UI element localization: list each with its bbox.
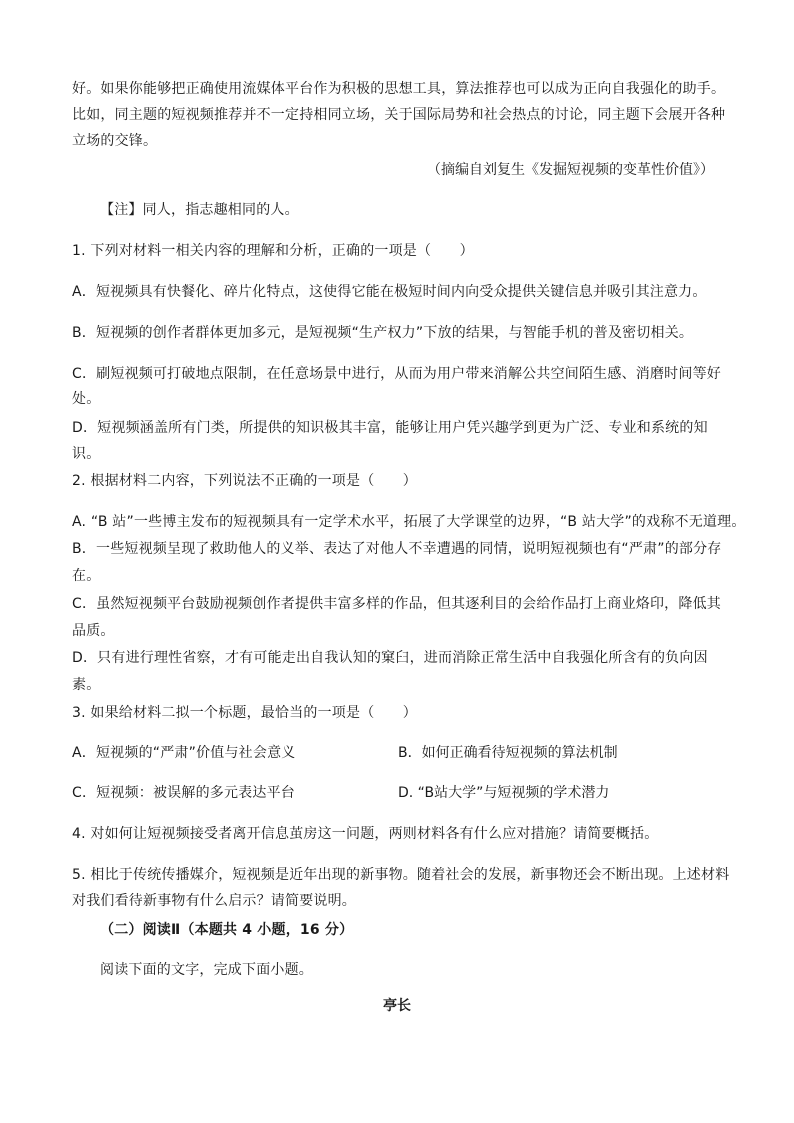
- section-heading: （二）阅读Ⅱ（本题共 4 小题，16 分）: [100, 922, 354, 938]
- section-instruction: 阅读下面的文字，完成下面小题。: [100, 962, 313, 978]
- q3-stem: 3. 如果给材料二拟一个标题，最恰当的一项是（ ）: [72, 705, 418, 721]
- passage-line-2: 比如，同主题的短视频推荐并不一定持相同立场，关于国际局势和社会热点的讨论，同主题下会展开各种: [72, 107, 726, 123]
- story-title: 亭长: [383, 998, 411, 1014]
- q3-option-a: A．短视频的“严肃”价值与社会意义: [72, 745, 296, 761]
- q2-option-c-cont: 品质。: [72, 623, 115, 639]
- q1-option-c-cont: 处。: [72, 391, 101, 407]
- q1-option-d-cont: 识。: [72, 446, 101, 462]
- q2-option-a: A. “B 站”一些博主发布的短视频具有一定学术水平，拓展了大学课堂的边界，“B 站大学”的戏称不无道理。: [72, 514, 746, 530]
- q4-stem: 4. 对如何让短视频接受者离开信息茧房这一问题，两则材料各有什么应对措施？请简要概括。: [72, 826, 659, 842]
- passage-source: （摘编自刘复生《发掘短视频的变革性价值》）: [427, 162, 714, 178]
- q1-option-b: B．短视频的创作者群体更加多元，是短视频“生产权力”下放的结果，与智能手机的普及密切相关。: [72, 325, 694, 341]
- footnote: 【注】同人，指志趣相同的人。: [100, 202, 299, 218]
- q2-option-b-cont: 在。: [72, 568, 101, 584]
- q2-option-d-cont: 素。: [72, 677, 101, 693]
- q2-option-c: C．虽然短视频平台鼓励视频创作者提供丰富多样的作品，但其逐利目的会给作品打上商业烙印，降低其: [72, 596, 721, 612]
- q5-stem: 5. 相比于传统传播媒介，短视频是近年出现的新事物。随着社会的发展，新事物还会不断出现。上述材料: [72, 867, 730, 883]
- q1-stem: 1. 下列对材料一相关内容的理解和分析，正确的一项是（ ）: [72, 243, 474, 259]
- q2-option-b: B．一些短视频呈现了救助他人的义举、表达了对他人不幸遭遇的同情，说明短视频也有“严肃”的部分存: [72, 541, 722, 557]
- q1-option-a: A．短视频具有快餐化、碎片化特点，这使得它能在极短时间内向受众提供关键信息并吸引其注意力。: [72, 284, 707, 300]
- q5-stem-cont: 对我们看待新事物有什么启示？请简要说明。: [72, 893, 356, 909]
- q3-option-d: D. “B站大学”与短视频的学术潜力: [398, 785, 610, 801]
- q1-option-c: C．刷短视频可打破地点限制，在任意场景中进行，从而为用户带来消解公共空间陌生感、消磨时间等好: [72, 366, 721, 382]
- q2-stem: 2. 根据材料二内容，下列说法不正确的一项是（ ）: [72, 473, 418, 489]
- passage-line-1: 好。如果你能够把正确使用流媒体平台作为积极的思想工具，算法推荐也可以成为正向自我强化的助手。: [72, 81, 726, 97]
- q3-option-b: B．如何正确看待短视频的算法机制: [398, 745, 618, 761]
- passage-line-3: 立场的交锋。: [72, 133, 158, 149]
- q2-option-d: D．只有进行理性省察，才有可能走出自我认知的窠臼，进而消除正常生活中自我强化所含有的负向因: [72, 650, 708, 666]
- q1-option-d: D．短视频涵盖所有门类，所提供的知识极其丰富，能够让用户凭兴趣学到更为广泛、专业和系统的知: [72, 420, 708, 436]
- q3-option-c: C．短视频：被误解的多元表达平台: [72, 785, 295, 801]
